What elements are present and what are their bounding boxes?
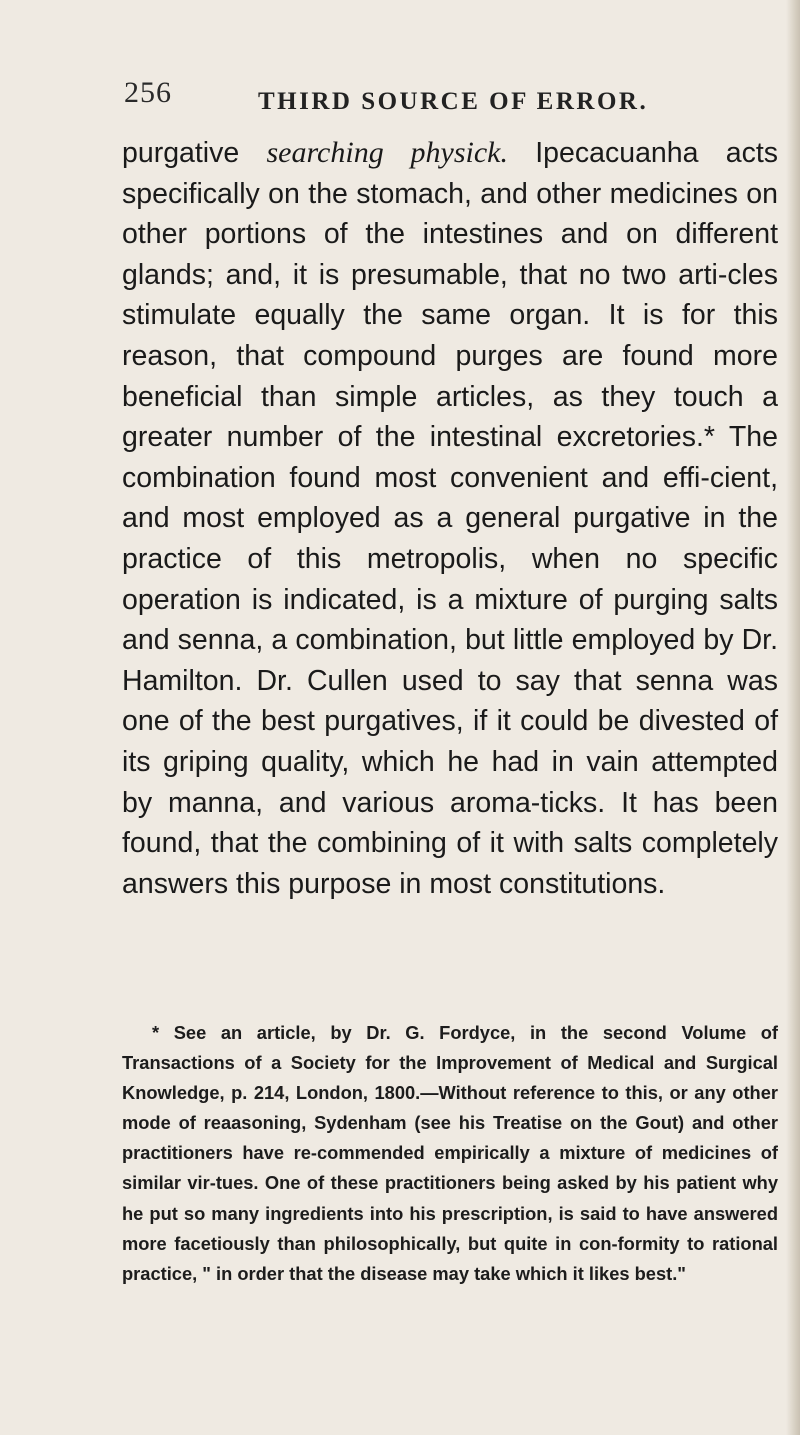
running-head: THIRD SOURCE OF ERROR. [258, 88, 649, 115]
page-number: 256 [124, 76, 172, 109]
body-lead: purgative [122, 137, 240, 169]
body-paragraph [122, 133, 778, 904]
italic-phrase: searching physick. [266, 136, 508, 169]
page-header [0, 76, 800, 116]
footnote: * See an article, by Dr. G. Fordyce, in the second Volume of Transactions of a Society for the Improvement of Medical and Surgical Knowledge, p. 214, London, 1800.—Without reference to this, or any other mode of reaasoning, Sydenham (see his Treatise on the Gout) and other practitioners have re-commended empirically a mixture of medicines of similar vir-tues. One of these practitioners being asked by his patient why he put so many ingredients into his prescription, is said to have answered more facetiously than philosophically, but quite in con-formity to rational practice, " in order that the disease may take which it likes best." [122, 1022, 778, 1284]
page-edge [786, 0, 800, 1435]
body-text: Ipecacuanha acts specifically on the stomach, and other medicines on other portions of the intestines and on different glands; and, it is presumable, that no two arti-cles stimulate equally the same organ. It is for this reason, that compound purges are found more beneficial than simple articles, as they touch a greater number of the intestinal excretories.* The combination found most convenient and effi-cient, and most employed as a general purgative in the practice of this metropolis, when no specific operation is indicated, is a mixture of purging salts and senna, a combination, but little employed by Dr. Hamilton. Dr. Cullen used to say that senna was one of the best purgatives, if it could be divested of its griping quality, which he had in vain attempted by manna, and various aroma-ticks. It has been found, that the combining of it with salts completely answers this purpose in most constitutions. [122, 137, 778, 900]
